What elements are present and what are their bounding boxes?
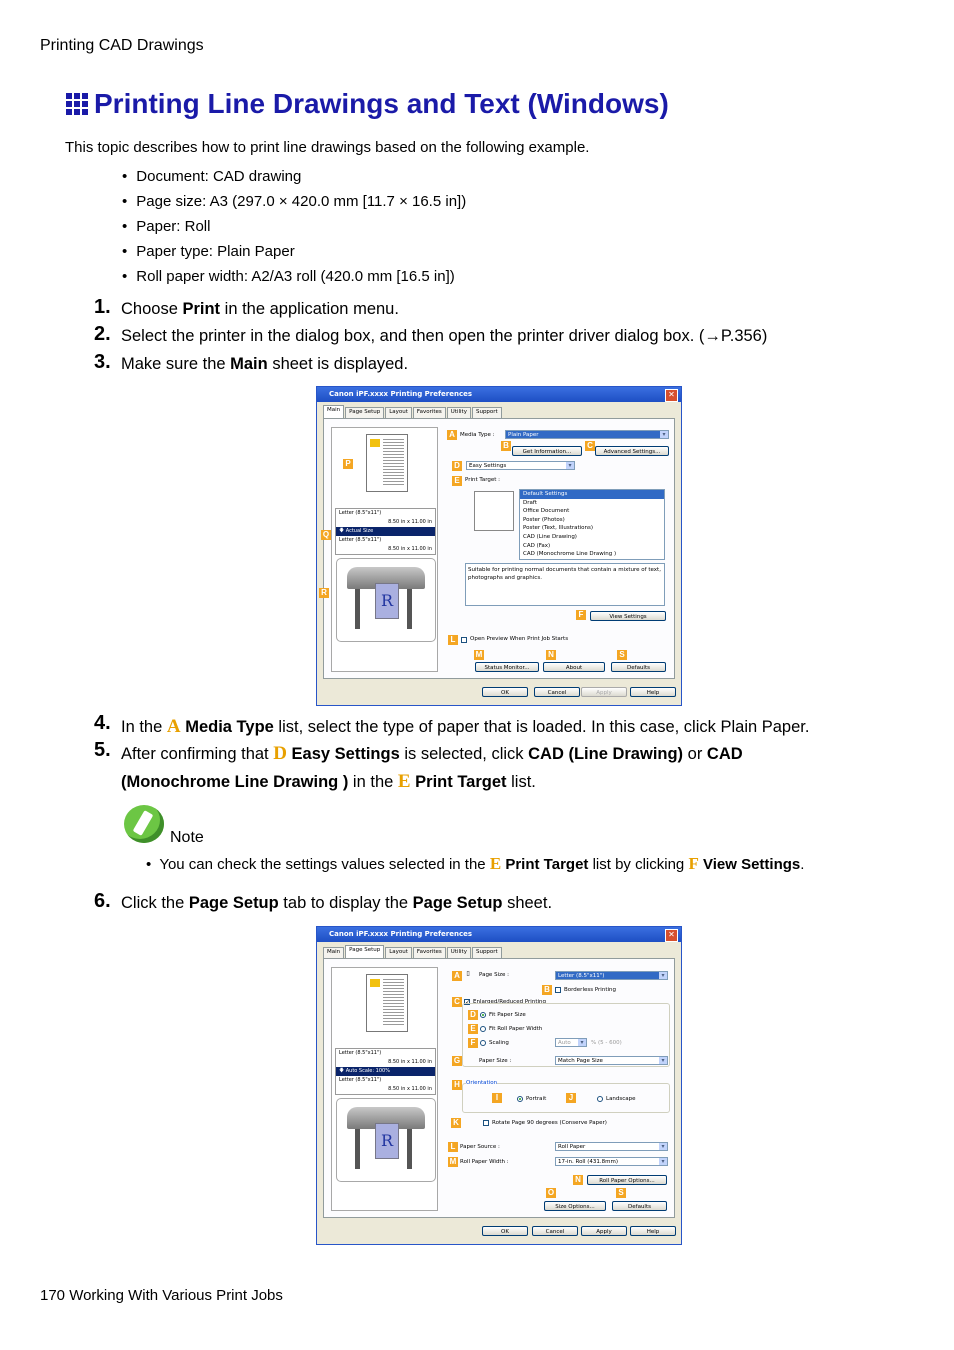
close-icon[interactable]: ✕ bbox=[665, 389, 678, 402]
rotate-label: Rotate Page 90 degrees (Conserve Paper) bbox=[492, 1120, 607, 1126]
enlarged-checkbox[interactable]: ✓ bbox=[465, 999, 471, 1006]
close-icon[interactable]: ✕ bbox=[665, 929, 678, 942]
ok-button[interactable]: OK bbox=[482, 1226, 528, 1236]
page-preview bbox=[366, 974, 408, 1032]
page-size-select[interactable]: Letter (8.5"x11") ▾ bbox=[555, 971, 668, 980]
paper-size-label: Paper Size : bbox=[479, 1058, 512, 1064]
callout-d: D bbox=[452, 461, 462, 471]
arrow-down-icon: 🡇 bbox=[339, 528, 346, 534]
cancel-button[interactable]: Cancel bbox=[532, 1226, 578, 1236]
list-item: • Document: CAD drawing bbox=[122, 168, 466, 193]
page-size-icon: ▯ bbox=[466, 970, 470, 977]
preview-panel bbox=[331, 967, 438, 1211]
orientation-label: Orientation bbox=[466, 1080, 498, 1086]
open-preview-label: Open Preview When Print Job Starts bbox=[470, 636, 569, 642]
apply-button[interactable]: Apply bbox=[581, 1226, 627, 1236]
list-item[interactable]: CAD (Monochrome Line Drawing ) bbox=[523, 551, 617, 558]
callout-b: B bbox=[501, 441, 511, 451]
callout-e: E bbox=[452, 476, 462, 486]
callout-m: M bbox=[449, 1157, 457, 1166]
tab-main[interactable]: Main bbox=[323, 947, 344, 958]
roll-width-select[interactable]: 17-in. Roll (431.8mm) ▾ bbox=[555, 1157, 668, 1166]
borderless-checkbox[interactable] bbox=[555, 987, 561, 993]
callout-f: F bbox=[468, 1038, 478, 1048]
print-target-label: Print Target : bbox=[465, 477, 501, 483]
arrow-down-icon: 🡇 bbox=[339, 1068, 346, 1074]
callout-a: A bbox=[447, 430, 457, 440]
callout-l: L bbox=[448, 635, 458, 645]
defaults-button[interactable]: Defaults bbox=[611, 662, 666, 672]
callout-j: J bbox=[566, 1093, 576, 1103]
printer-image: R bbox=[336, 558, 436, 642]
callout-k: K bbox=[451, 1118, 461, 1128]
callout-c: C bbox=[585, 441, 595, 451]
page-setup-panel bbox=[323, 958, 675, 1218]
section-title bbox=[66, 88, 669, 120]
cancel-button[interactable]: Cancel bbox=[534, 687, 580, 697]
roll-width-label: Roll Paper Width : bbox=[460, 1159, 509, 1165]
callout-b: B bbox=[542, 985, 552, 995]
fit-roll-label: Fit Roll Paper Width bbox=[489, 1026, 543, 1032]
step-number: 3. bbox=[94, 351, 111, 373]
tab-strip bbox=[323, 407, 503, 418]
tab-main[interactable]: Main bbox=[323, 405, 344, 418]
callout-i: I bbox=[492, 1093, 502, 1103]
paper-source-label: Paper Source : bbox=[460, 1144, 500, 1150]
callout-r: R bbox=[319, 588, 329, 598]
list-item[interactable]: Default Settings bbox=[520, 490, 664, 499]
callout-e: E bbox=[468, 1024, 478, 1034]
list-item: • Roll paper width: A2/A3 roll (420.0 mm [16.5 in]) bbox=[122, 268, 466, 293]
callout-q: Q bbox=[322, 530, 330, 539]
intro-text: This topic describes how to print line drawings based on the following example. bbox=[65, 139, 590, 156]
paper-source-select[interactable]: Roll Paper ▾ bbox=[555, 1142, 668, 1151]
easy-settings-select[interactable]: Easy Settings ▾ bbox=[466, 461, 575, 470]
tab-support[interactable]: Support bbox=[472, 947, 502, 958]
portrait-label: Portrait bbox=[526, 1096, 547, 1102]
callout-a: A bbox=[452, 971, 462, 981]
page-footer: 170 Working With Various Print Jobs bbox=[40, 1287, 283, 1304]
print-target-thumbnail bbox=[474, 491, 514, 531]
note-label: Note bbox=[170, 829, 204, 846]
example-list bbox=[122, 168, 466, 293]
tab-support[interactable]: Support bbox=[472, 407, 502, 418]
callout-h: H bbox=[452, 1080, 462, 1090]
landscape-label: Landscape bbox=[606, 1096, 636, 1102]
description-box: Suitable for printing normal documents that contain a mixture of text, photographs and graphics. bbox=[465, 563, 665, 606]
list-item: • Paper type: Plain Paper bbox=[122, 243, 466, 268]
list-item[interactable]: Poster (Text, Illustrations) bbox=[523, 525, 594, 532]
advanced-settings-button[interactable]: Advanced Settings... bbox=[595, 446, 669, 456]
help-button[interactable]: Help bbox=[630, 687, 676, 697]
get-information-button[interactable]: Get Information... bbox=[512, 446, 582, 456]
list-item: • Paper: Roll bbox=[122, 218, 466, 243]
callout-o: O bbox=[547, 1188, 555, 1197]
main-sheet-panel bbox=[323, 418, 675, 679]
open-preview-checkbox[interactable] bbox=[461, 637, 467, 643]
size-info: Letter (8.5"x11") 8.50 in x 11.00 in 🡇 Auto Scale: 100% Letter (8.5"x11") 8.50 in x 11.00 in bbox=[335, 1048, 436, 1095]
step-number: 5. bbox=[94, 739, 111, 761]
callout-g: G bbox=[453, 1056, 461, 1065]
tab-utility[interactable]: Utility bbox=[447, 407, 471, 418]
callout-d: D bbox=[468, 1010, 478, 1020]
note-pencil-icon bbox=[124, 805, 164, 843]
defaults-button[interactable]: Defaults bbox=[612, 1201, 667, 1211]
callout-s: S bbox=[617, 650, 627, 660]
step-number: 6. bbox=[94, 890, 111, 912]
scaling-label: Scaling bbox=[489, 1040, 509, 1046]
callout-c: C bbox=[452, 997, 462, 1007]
step-number: 2. bbox=[94, 323, 111, 345]
callout-s: S bbox=[616, 1188, 626, 1198]
step-number: 4. bbox=[94, 712, 111, 734]
list-item[interactable]: CAD (Line Drawing) bbox=[523, 533, 577, 540]
dialog-titlebar: Canon iPF.xxxx Printing Preferences ✕ bbox=[317, 387, 681, 402]
scaling-range: % (5 - 600) bbox=[591, 1040, 622, 1046]
tab-favorites[interactable]: Favorites bbox=[413, 947, 446, 958]
printing-preferences-dialog-main bbox=[316, 386, 682, 706]
fit-roll-radio[interactable] bbox=[480, 1026, 486, 1032]
borderless-label: Borderless Printing bbox=[564, 987, 616, 993]
callout-n: N bbox=[573, 1175, 583, 1185]
step-number: 1. bbox=[94, 296, 111, 318]
printing-preferences-dialog-page-setup bbox=[316, 926, 682, 1245]
media-type-label: Media Type : bbox=[460, 432, 495, 438]
apply-button[interactable]: Apply bbox=[581, 687, 627, 697]
rotate-checkbox[interactable] bbox=[483, 1120, 489, 1126]
tab-strip bbox=[323, 947, 503, 958]
section-title-text: Printing Line Drawings and Text (Windows) bbox=[94, 88, 669, 119]
size-options-button[interactable]: Size Options... bbox=[544, 1201, 606, 1211]
paper-size-select[interactable]: Match Page Size ▾ bbox=[555, 1056, 668, 1065]
list-item[interactable]: Poster (Photos) bbox=[523, 516, 565, 523]
page-preview bbox=[366, 434, 408, 492]
scaling-radio[interactable] bbox=[480, 1040, 486, 1046]
callout-l: L bbox=[448, 1142, 458, 1152]
printer-image: R bbox=[336, 1098, 436, 1182]
ok-button[interactable]: OK bbox=[482, 687, 528, 697]
size-info: Letter (8.5"x11") 8.50 in x 11.00 in 🡇 Actual Size Letter (8.5"x11") 8.50 in x 11.00 in bbox=[335, 508, 436, 555]
landscape-radio[interactable] bbox=[597, 1096, 603, 1102]
list-item[interactable]: Office Document bbox=[523, 508, 570, 515]
list-item[interactable]: Draft bbox=[523, 499, 537, 506]
view-settings-button[interactable]: View Settings bbox=[590, 611, 666, 621]
media-type-select[interactable]: Plain Paper ▾ bbox=[505, 430, 669, 439]
callout-m: M bbox=[475, 650, 483, 659]
portrait-radio[interactable] bbox=[517, 1096, 523, 1102]
callout-f: F bbox=[576, 610, 586, 620]
roll-paper-options-button[interactable]: Roll Paper Options... bbox=[587, 1175, 667, 1185]
running-header: Printing CAD Drawings bbox=[40, 37, 204, 54]
tab-page-setup[interactable]: Page Setup bbox=[345, 407, 384, 418]
status-monitor-button[interactable]: Status Monitor... bbox=[475, 662, 539, 672]
fit-paper-radio[interactable] bbox=[480, 1012, 486, 1018]
tab-layout[interactable]: Layout bbox=[385, 947, 412, 958]
section-grid-icon bbox=[66, 93, 88, 115]
print-target-list[interactable] bbox=[519, 489, 665, 560]
tab-page-setup[interactable]: Page Setup bbox=[345, 945, 384, 958]
scaling-input[interactable]: Auto ▾ bbox=[555, 1038, 587, 1047]
page-size-label: Page Size : bbox=[479, 972, 509, 978]
tab-utility[interactable]: Utility bbox=[447, 947, 471, 958]
fit-paper-label: Fit Paper Size bbox=[489, 1012, 526, 1018]
about-button[interactable]: About bbox=[543, 662, 605, 672]
note-text: • You can check the settings values selected in the E Print Target list by clicking F View Settings. bbox=[146, 854, 805, 873]
callout-p: P bbox=[343, 459, 353, 469]
enlarged-label: Enlarged/Reduced Printing bbox=[473, 999, 546, 1005]
tab-layout[interactable]: Layout bbox=[385, 407, 412, 418]
tab-favorites[interactable]: Favorites bbox=[413, 407, 446, 418]
list-item: • Page size: A3 (297.0 × 420.0 mm [11.7 × 16.5 in]) bbox=[122, 193, 466, 218]
callout-n: N bbox=[546, 650, 556, 660]
help-button[interactable]: Help bbox=[630, 1226, 676, 1236]
list-item[interactable]: CAD (Fax) bbox=[523, 542, 551, 549]
dialog-titlebar: Canon iPF.xxxx Printing Preferences ✕ bbox=[317, 927, 681, 942]
